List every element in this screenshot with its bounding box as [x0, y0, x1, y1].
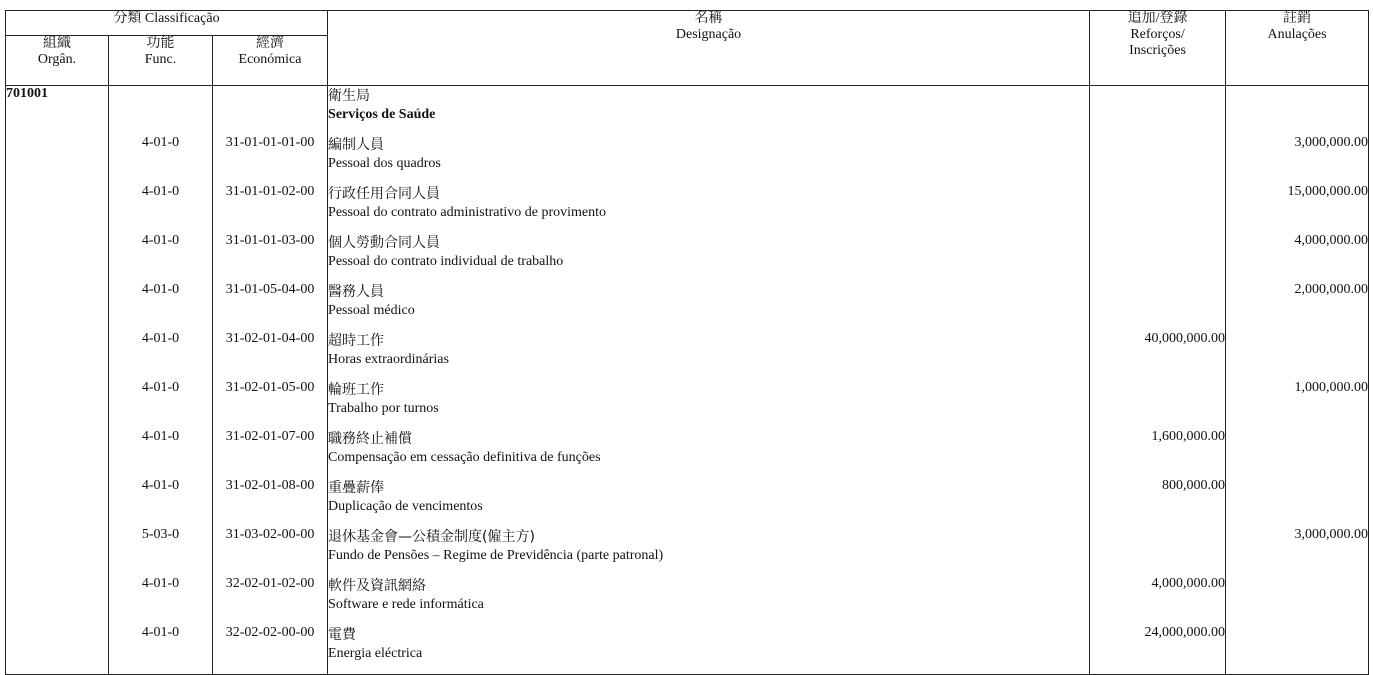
function-code: 4-01-0 [109, 380, 213, 429]
cancellation-header-zh: 註銷 [1283, 11, 1312, 26]
designation-zh: 職務終止補償 [328, 431, 413, 447]
table-row [6, 576, 1369, 625]
designation-pt: Software e rede informática [328, 597, 484, 612]
classification-header: 分類 Classificação [6, 11, 328, 36]
function-code: 4-01-0 [109, 233, 213, 282]
cancellation-amount: 15,000,000.00 [1226, 184, 1369, 233]
economic-code: 32-02-02-00-00 [213, 625, 328, 675]
economic-code: 31-01-01-01-00 [213, 135, 328, 184]
organ-cell [6, 527, 109, 576]
designation-header-zh: 名稱 [694, 11, 723, 26]
designation-pt: Compensação em cessação definitiva de funções [328, 450, 601, 465]
designation-cell [328, 184, 1090, 233]
organ-cell [6, 478, 109, 527]
function-code: 4-01-0 [109, 429, 213, 478]
economic-code: 31-01-05-04-00 [213, 282, 328, 331]
economic-header-zh: 經濟 [256, 36, 285, 51]
designation-zh: 編制人員 [328, 137, 385, 153]
designation-zh: 個人勞動合同人員 [328, 235, 441, 251]
designation-pt: Pessoal dos quadros [328, 156, 441, 171]
cancellation-amount [1226, 478, 1369, 527]
organization-func-cell [109, 86, 213, 136]
table-row [6, 527, 1369, 576]
function-header-pt: Func. [144, 52, 177, 67]
cancellation-amount: 3,000,000.00 [1226, 527, 1369, 576]
designation-header-pt: Designação [675, 27, 742, 42]
reinforcement-header-pt2: Inscrições [1129, 43, 1186, 58]
designation-zh: 超時工作 [328, 333, 385, 349]
designation-zh: 退休基金會—公積金制度(僱主方) [328, 529, 535, 545]
reinforcement-amount [1090, 184, 1226, 233]
designation-cell [328, 527, 1090, 576]
table-row [6, 282, 1369, 331]
designation-pt: Pessoal do contrato individual de trabalho [328, 254, 564, 269]
function-code: 4-01-0 [109, 331, 213, 380]
cancellation-amount [1226, 331, 1369, 380]
organization-designation [328, 86, 1090, 136]
cancellation-amount: 2,000,000.00 [1226, 282, 1369, 331]
budget-table [5, 10, 1369, 675]
designation-cell [328, 625, 1090, 675]
function-code: 4-01-0 [109, 184, 213, 233]
designation-pt: Horas extraordinárias [328, 352, 449, 367]
function-code: 4-01-0 [109, 576, 213, 625]
designation-pt: Energia eléctrica [328, 646, 423, 661]
economic-code: 32-02-01-02-00 [213, 576, 328, 625]
function-code: 4-01-0 [109, 282, 213, 331]
reinforcement-amount: 24,000,000.00 [1090, 625, 1226, 675]
reinforcement-amount [1090, 135, 1226, 184]
table-row [6, 380, 1369, 429]
designation-zh: 醫務人員 [328, 284, 385, 300]
reinforcement-amount: 40,000,000.00 [1090, 331, 1226, 380]
cancellation-amount [1226, 429, 1369, 478]
economic-code: 31-01-01-02-00 [213, 184, 328, 233]
designation-zh: 電費 [328, 627, 357, 643]
table-row [6, 184, 1369, 233]
organ-cell [6, 233, 109, 282]
reinforcement-amount [1090, 380, 1226, 429]
cancellation-header-pt: Anulações [1267, 27, 1327, 42]
cancellation-header [1226, 11, 1369, 86]
table-row [6, 135, 1369, 184]
function-code: 4-01-0 [109, 478, 213, 527]
organization-name-pt: Serviços de Saúde [328, 107, 436, 122]
economic-code: 31-02-01-05-00 [213, 380, 328, 429]
organization-reinforcement-cell [1090, 86, 1226, 136]
reinforcement-amount [1090, 282, 1226, 331]
function-header-zh: 功能 [146, 36, 175, 51]
designation-cell [328, 135, 1090, 184]
table-row [6, 478, 1369, 527]
cancellation-amount: 4,000,000.00 [1226, 233, 1369, 282]
designation-pt: Pessoal médico [328, 303, 415, 318]
reinforcement-header [1090, 11, 1226, 86]
economic-header [213, 36, 328, 86]
organization-code: 701001 [6, 86, 109, 136]
reinforcement-amount: 4,000,000.00 [1090, 576, 1226, 625]
designation-cell [328, 331, 1090, 380]
reinforcement-amount [1090, 233, 1226, 282]
cancellation-amount: 1,000,000.00 [1226, 380, 1369, 429]
designation-zh: 軟件及資訊網絡 [328, 578, 427, 594]
organization-cancellation-cell [1226, 86, 1369, 136]
table-row [6, 233, 1369, 282]
reinforcement-amount [1090, 527, 1226, 576]
designation-zh: 行政任用合同人員 [328, 186, 441, 202]
reinforcement-header-zh: 追加/登錄 [1127, 11, 1188, 26]
organ-cell [6, 184, 109, 233]
function-code: 4-01-0 [109, 135, 213, 184]
designation-cell [328, 282, 1090, 331]
economic-code: 31-01-01-03-00 [213, 233, 328, 282]
organ-cell [6, 429, 109, 478]
cancellation-amount: 3,000,000.00 [1226, 135, 1369, 184]
organ-header [6, 36, 109, 86]
organ-cell [6, 625, 109, 675]
reinforcement-amount: 800,000.00 [1090, 478, 1226, 527]
function-header [109, 36, 213, 86]
designation-zh: 重疊薪俸 [328, 480, 385, 496]
organization-name-zh: 衛生局 [328, 88, 371, 104]
economic-code: 31-02-01-04-00 [213, 331, 328, 380]
designation-cell [328, 380, 1090, 429]
organ-cell [6, 380, 109, 429]
designation-pt: Pessoal do contrato administrativo de provimento [328, 205, 607, 220]
organ-cell [6, 135, 109, 184]
organ-cell [6, 576, 109, 625]
economic-code: 31-02-01-08-00 [213, 478, 328, 527]
table-row [6, 429, 1369, 478]
organ-cell [6, 331, 109, 380]
designation-pt: Fundo de Pensões – Regime de Previdência (parte patronal) [328, 548, 664, 563]
designation-cell [328, 233, 1090, 282]
table-header [6, 11, 1369, 86]
designation-pt: Duplicação de vencimentos [328, 499, 483, 514]
designation-cell [328, 478, 1090, 527]
organization-eco-cell [213, 86, 328, 136]
designation-header [328, 11, 1090, 86]
economic-header-pt: Económica [238, 52, 302, 67]
reinforcement-amount: 1,600,000.00 [1090, 429, 1226, 478]
organ-header-zh: 組織 [43, 36, 71, 51]
organization-row [6, 86, 1369, 136]
economic-code: 31-03-02-00-00 [213, 527, 328, 576]
table-row [6, 331, 1369, 380]
cancellation-amount [1226, 625, 1369, 675]
designation-pt: Trabalho por turnos [328, 401, 439, 416]
organ-cell [6, 282, 109, 331]
designation-zh: 輪班工作 [328, 382, 385, 398]
reinforcement-header-pt1: Reforços/ [1130, 27, 1185, 42]
table-row [6, 625, 1369, 675]
table-body [6, 86, 1369, 675]
cancellation-amount [1226, 576, 1369, 625]
function-code: 4-01-0 [109, 625, 213, 675]
organ-header-pt: Orgân. [37, 52, 77, 67]
function-code: 5-03-0 [109, 527, 213, 576]
designation-cell [328, 576, 1090, 625]
economic-code: 31-02-01-07-00 [213, 429, 328, 478]
designation-cell [328, 429, 1090, 478]
